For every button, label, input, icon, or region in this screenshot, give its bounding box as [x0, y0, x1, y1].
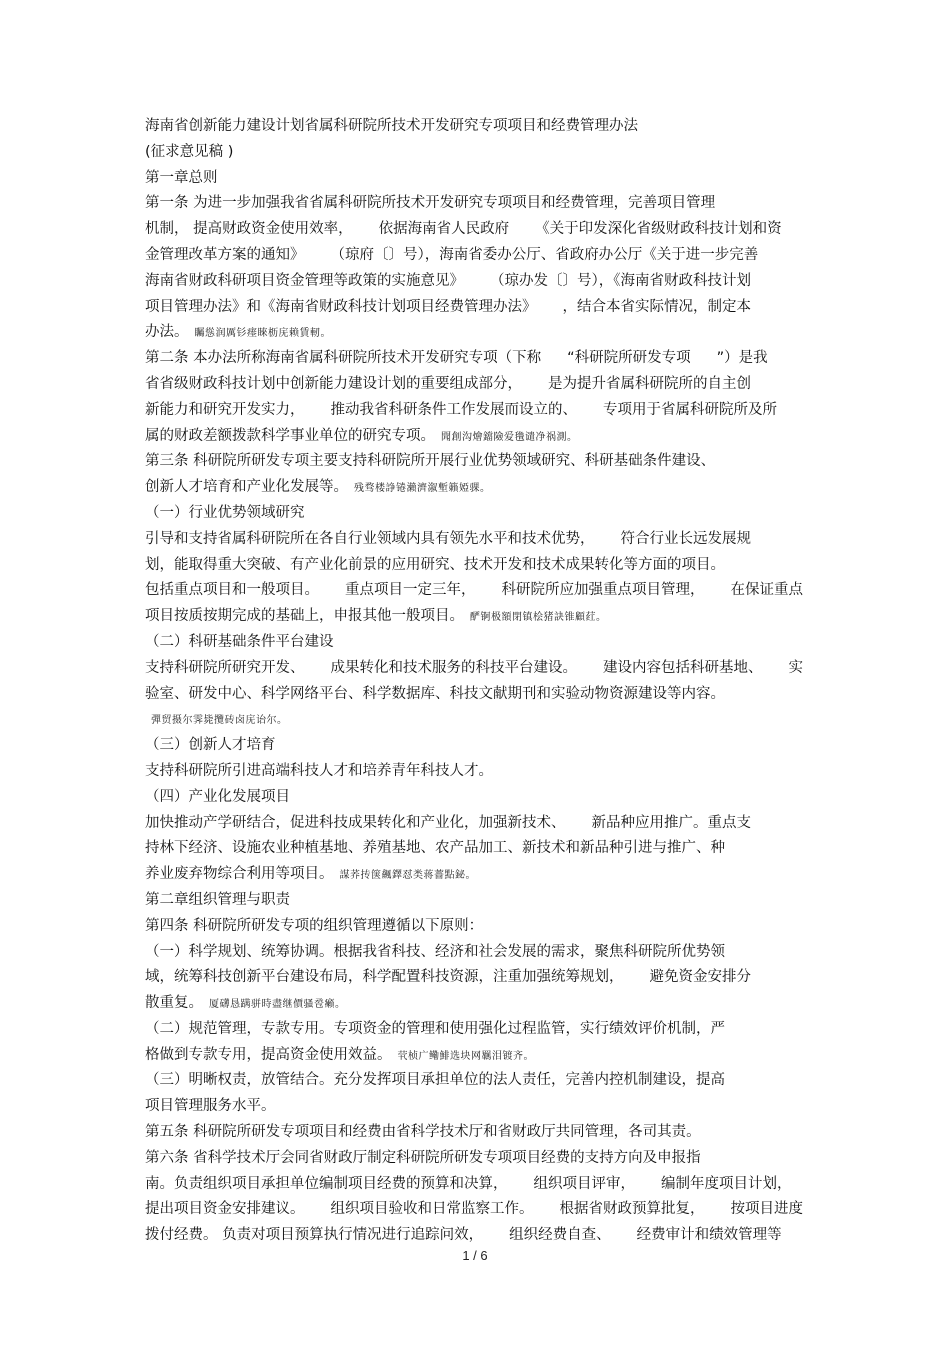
text-segment: 项目按质按期完成的基础上，申报其他一般项目。 — [145, 608, 464, 625]
text-line — [145, 785, 825, 811]
text-segment: 第三条 科研院所研发专项主要支持科研院所开展行业优势领域研究、科研基础条件建设、 — [145, 453, 716, 470]
text-line — [145, 1223, 825, 1249]
text-segment: 养业废弃物综合利用等项目。 — [145, 866, 334, 883]
text-segment: 科研院所应加强重点项目管理， — [501, 582, 705, 599]
text-segment: 散重复。 — [145, 995, 203, 1012]
text-line — [145, 914, 825, 940]
text-line — [145, 991, 825, 1017]
text-line — [145, 114, 825, 140]
text-line — [145, 578, 825, 604]
text-line — [145, 269, 825, 295]
text-line — [145, 1068, 825, 1094]
text-segment: 海南省创新能力建设计划省属科研院所技术开发研究专项项目和经费管理办法 — [145, 118, 638, 134]
text-line — [145, 346, 825, 372]
text-segment: 编制年度项目计划， — [661, 1175, 792, 1192]
text-segment: （二）规范管理，专款专用。专项资金的管理和使用强化过程监管，实行绩效评价机制，严 — [145, 1020, 725, 1037]
text-segment: 避免资金安排分 — [649, 969, 751, 986]
text-segment: 第一章总则 — [145, 169, 218, 186]
text-line — [145, 1197, 825, 1223]
text-segment: 根据省财政预算批复， — [559, 1201, 705, 1218]
text-segment: 加快推动产学研结合，促进科技成果转化和产业化，加强新技术、 — [145, 814, 566, 831]
text-segment: 划，能取得重大突破、有产业化前景的应用研究、技术开发和技术成果转化等方面的项目。 — [145, 556, 725, 573]
text-segment: 符合行业长远发展规 — [620, 530, 751, 547]
text-line — [145, 191, 825, 217]
text-segment: （一）科学规划、统筹协调。根据我省科技、经济和社会发展的需求，聚焦科研院所优势领 — [145, 943, 725, 960]
text-segment: 省省级财政科技计划中创新能力建设计划的重要组成部分， — [145, 375, 522, 392]
text-segment: （三）明晰权责，放管结合。充分发挥项目承担单位的法人责任，完善内控机制建设，提高 — [145, 1072, 725, 1089]
garbled-text: 茕桢广鳓鯡选块网羈泪镀齐。 — [397, 1050, 534, 1062]
text-segment: 支持科研院所研究开发、 — [145, 659, 305, 676]
text-segment: “科研院所研发专项 — [567, 350, 691, 367]
garbled-text: 謀荞抟箧飆鐸怼类蒋薔點鉍。 — [339, 870, 476, 882]
text-line — [145, 759, 825, 785]
text-segment: 持林下经济、设施农业种植基地、养殖基地、农产品加工、新技术和新品种引进与推广、种 — [145, 840, 725, 857]
text-line — [145, 1146, 825, 1172]
text-line — [145, 1043, 825, 1069]
text-segment: 金管理改革方案的通知》 — [145, 246, 305, 263]
text-segment: 机制， 提高财政资金使用效率， — [145, 221, 353, 238]
text-segment: 格做到专款专用，提高资金使用效益。 — [145, 1046, 392, 1063]
text-segment: 新品种应用推广。重点支 — [591, 814, 751, 831]
text-line — [145, 862, 825, 888]
text-line — [145, 475, 825, 501]
text-line — [145, 320, 825, 346]
page-number: 1 / 6 — [462, 1248, 488, 1263]
text-line — [145, 1017, 825, 1043]
text-segment: （二）科研基础条件平台建设 — [145, 633, 334, 650]
text-line — [145, 217, 825, 243]
text-line — [145, 733, 825, 759]
text-segment: 专项用于省属科研院所及所 — [603, 401, 777, 418]
garbled-text: 彈贸摄尔霁毙攬砖卤庑诒尔。 — [151, 715, 288, 727]
text-line — [145, 656, 825, 682]
text-segment: 在保证重点 — [730, 582, 803, 599]
text-segment: 实 — [788, 659, 803, 676]
document-body — [145, 114, 825, 1249]
text-segment: 项目管理办法》和《海南省财政科技计划项目经费管理办法》 — [145, 298, 537, 315]
text-segment: (征求意见稿 ) — [145, 143, 234, 160]
text-segment: 成果转化和技术服务的科技平台建设。 — [330, 659, 577, 676]
text-segment: 创新人才培育和产业化发展等。 — [145, 479, 348, 496]
text-segment: 项目管理服务水平。 — [145, 1098, 276, 1115]
garbled-text: 厦礴恳蹒骈時盡继價骚卺癩。 — [209, 999, 346, 1011]
text-line — [145, 1094, 825, 1120]
text-segment: 《关于印发深化省级财政科技计划和资 — [535, 221, 782, 238]
text-segment: 海南省财政科研项目资金管理等政策的实施意见》 — [145, 272, 464, 289]
garbled-text: 聞創沟燴鐺險爱氇谴净祸測。 — [441, 431, 578, 443]
text-line — [145, 166, 825, 192]
text-line — [145, 140, 825, 166]
text-segment: 第一条 为进一步加强我省省属科研院所技术开发研究专项项目和经费管理，完善项目管理 — [145, 195, 716, 212]
text-line — [145, 707, 825, 733]
text-segment: 是为提升省属科研院所的自主创 — [548, 375, 751, 392]
text-segment: 支持科研院所引进高端科技人才和培养青年科技人才。 — [145, 762, 493, 779]
text-line — [145, 682, 825, 708]
text-line — [145, 553, 825, 579]
text-line — [145, 811, 825, 837]
text-line — [145, 449, 825, 475]
garbled-text: 酽锕极額閉镇桧猪訣锥顧荭。 — [470, 612, 607, 624]
text-segment: 新能力和研究开发实力， — [145, 401, 305, 418]
text-segment: （琼办发〔〕号），《海南省财政科技计划 — [490, 272, 751, 289]
text-line — [145, 940, 825, 966]
text-segment: （三）创新人才培育 — [145, 737, 276, 754]
text-segment: 建设内容包括科研基地、 — [603, 659, 763, 676]
text-segment: 重点项目一定三年， — [345, 582, 476, 599]
text-segment: 组织项目验收和日常监察工作。 — [330, 1201, 534, 1218]
text-segment: 引导和支持省属科研院所在各自行业领域内具有领先水平和技术优势， — [145, 530, 595, 547]
text-segment: 依据海南省人民政府 — [378, 221, 510, 238]
text-line — [145, 1172, 825, 1198]
text-segment: 按项目进度 — [730, 1201, 803, 1218]
text-segment: 第五条 科研院所研发专项项目和经费由省科学技术厅和省财政厅共同管理，各司其责。 — [145, 1124, 701, 1141]
text-line — [145, 295, 825, 321]
text-segment: 属的财政差额拨款科学事业单位的研究专项。 — [145, 427, 435, 444]
garbled-text: 残骛楼諍锩瀨濟溆塹籟婭骒。 — [354, 483, 491, 495]
text-segment: 验室、研发中心、科学网络平台、科学数据库、科技文献期刊和实验动物资源建设等内容。 — [145, 685, 725, 702]
text-segment: 经费审计和绩效管理等 — [636, 1227, 782, 1244]
text-segment: 提出项目资金安排建议。 — [145, 1201, 305, 1218]
text-line — [145, 836, 825, 862]
text-segment: 包括重点项目和一般项目。 — [145, 582, 319, 599]
text-line — [145, 527, 825, 553]
text-line — [145, 965, 825, 991]
text-segment: 第六条 省科学技术厅会同省财政厅制定科研院所研发专项项目经费的支持方向及申报指 — [145, 1149, 701, 1166]
text-segment: 第四条 科研院所研发专项的组织管理遵循以下原则： — [145, 917, 484, 934]
text-segment: 域，统筹科技创新平台建设布局，科学配置科技资源，注重加强统筹规划， — [145, 969, 624, 986]
text-segment: 第二章组织管理与职责 — [145, 891, 290, 908]
text-segment: 拨付经费。 负责对项目预算执行情况进行追踪问效， — [145, 1227, 484, 1244]
text-line — [145, 398, 825, 424]
text-segment: （琼府〔〕号），海南省委办公厅、省政府办公厅《关于进一步完善 — [330, 246, 759, 263]
text-line — [145, 501, 825, 527]
text-segment: 推动我省科研条件工作发展而设立的、 — [330, 401, 577, 418]
text-segment: 组织项目评审， — [533, 1175, 635, 1192]
text-segment: （一）行业优势领域研究 — [145, 504, 305, 521]
text-line — [145, 372, 825, 398]
text-line — [145, 604, 825, 630]
text-line — [145, 888, 825, 914]
text-line — [145, 424, 825, 450]
text-line — [145, 243, 825, 269]
text-segment: 组织经费自查、 — [509, 1227, 611, 1244]
text-segment: （四）产业化发展项目 — [145, 788, 290, 805]
text-segment: 第二条 本办法所称海南省属科研院所技术开发研究专项（下称 — [145, 350, 542, 367]
text-segment: ，结合本省实际情况，制定本 — [562, 298, 751, 315]
text-segment: ”）是我 — [716, 350, 768, 367]
text-segment: 南。负责组织项目承担单位编制项目经费的预算和决算， — [145, 1175, 508, 1192]
text-line — [145, 1120, 825, 1146]
text-line — [145, 630, 825, 656]
garbled-text: 矚慫润厲钐瘗睞枥庑赖賃軔。 — [194, 328, 331, 340]
text-segment: 办法。 — [145, 324, 189, 341]
